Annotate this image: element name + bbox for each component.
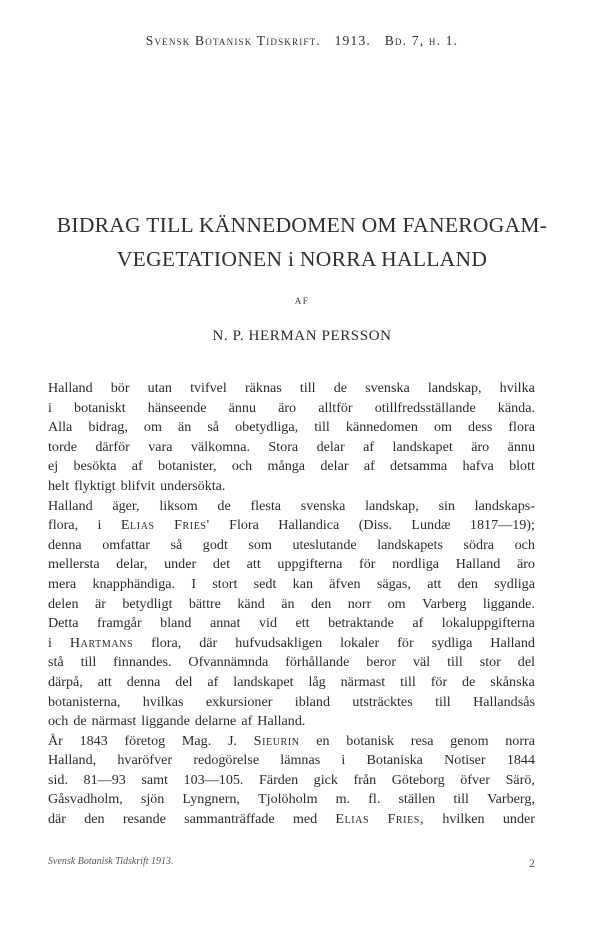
body-word: bör xyxy=(110,380,130,396)
page-footer xyxy=(48,856,535,871)
body-word: del xyxy=(517,654,535,671)
body-word: till xyxy=(314,419,330,436)
body-word: ännu xyxy=(228,399,256,416)
body-word: Sieurin xyxy=(253,732,300,749)
body-word: Gåsvadholm, xyxy=(48,791,123,808)
body-word: norra xyxy=(505,732,535,749)
body-word: flora, xyxy=(151,634,182,651)
body-word: gick xyxy=(313,771,338,788)
body-word: delar, xyxy=(116,556,148,573)
body-word: i xyxy=(341,752,346,769)
body-line xyxy=(48,399,535,419)
body-word: sammanträffade xyxy=(184,811,275,828)
body-word: lämnas xyxy=(280,752,321,769)
body-word: till xyxy=(435,693,451,710)
body-line xyxy=(48,575,535,595)
body-word: J. xyxy=(227,732,237,749)
body-word: af xyxy=(131,458,143,475)
body-word: ibland xyxy=(294,693,331,710)
body-word: till xyxy=(299,380,316,396)
body-word: flyktigt xyxy=(74,477,116,494)
body-word: till xyxy=(447,654,463,671)
body-word: Varberg xyxy=(422,595,467,612)
body-word: än xyxy=(281,595,295,612)
body-word: i xyxy=(48,399,52,416)
body-word: närmast xyxy=(91,713,137,730)
body-word: många xyxy=(267,458,306,475)
body-word: till xyxy=(453,791,469,808)
running-head-volume: Bd. 7, h. 1. xyxy=(384,33,459,48)
body-word: och xyxy=(514,536,535,553)
body-word: af xyxy=(207,673,219,690)
body-word: botanister, xyxy=(158,458,217,475)
body-word: utan xyxy=(147,380,172,396)
body-word: resande xyxy=(122,811,166,828)
body-word: den xyxy=(310,595,332,612)
body-line xyxy=(48,790,535,810)
body-word: landskapet xyxy=(392,438,453,455)
body-word: Alla xyxy=(48,419,73,436)
body-line xyxy=(48,379,535,399)
body-word: och xyxy=(231,458,253,475)
body-word: Halland xyxy=(48,497,93,514)
body-word: äfven xyxy=(329,575,361,592)
body-word: uteslutande xyxy=(292,536,357,553)
body-word: Halland xyxy=(48,380,93,396)
body-word: kända. xyxy=(497,399,535,416)
body-word: redogörelse xyxy=(193,752,260,769)
body-word: hvilken xyxy=(442,811,485,828)
body-word: delarne xyxy=(194,713,237,730)
body-word: Färden xyxy=(258,771,299,788)
body-word: af xyxy=(412,615,424,632)
body-word: alltför xyxy=(318,399,353,416)
body-word: stort xyxy=(212,575,238,592)
body-word: helt xyxy=(48,477,70,494)
body-word: om xyxy=(387,595,406,612)
body-word: från xyxy=(353,771,377,788)
body-word: ännu xyxy=(507,438,535,455)
body-word: äro xyxy=(516,556,535,573)
body-line xyxy=(48,555,535,575)
body-word: framgår xyxy=(97,615,142,632)
body-line xyxy=(48,536,535,556)
body-word: Lundæ xyxy=(411,517,451,534)
body-word: Detta xyxy=(48,615,79,632)
body-word: Särö, xyxy=(505,771,535,788)
body-word: de xyxy=(333,380,348,396)
body-word: till xyxy=(400,673,416,690)
body-word: annat xyxy=(209,615,241,632)
body-word: Varberg, xyxy=(487,791,535,808)
body-word: hufvudsakligen xyxy=(235,634,323,651)
body-word: delen xyxy=(48,595,79,612)
body-word: denna xyxy=(126,673,161,690)
body-word: Ofvannämnda xyxy=(188,654,269,671)
body-word: svenska xyxy=(300,497,346,514)
body-word: kännedomen xyxy=(345,419,418,436)
body-word: stå xyxy=(48,654,64,671)
body-word: tvifvel xyxy=(190,380,227,396)
body-word: botanisterna, xyxy=(48,693,121,710)
body-word: de xyxy=(73,713,87,730)
body-word: äro xyxy=(471,438,490,455)
body-word: denna xyxy=(48,536,82,553)
body-word: i xyxy=(97,517,102,534)
body-word: nordliga xyxy=(392,556,440,573)
body-word: undersökta. xyxy=(160,477,226,494)
body-word: välkomna. xyxy=(190,438,250,455)
body-word: bland xyxy=(160,615,192,632)
body-word: dess xyxy=(468,419,493,436)
body-line xyxy=(48,457,535,477)
body-word: 1843 xyxy=(79,732,108,749)
body-word: under xyxy=(164,556,197,573)
body-line xyxy=(48,497,535,517)
body-word: 1844 xyxy=(506,752,535,769)
body-word: sydliga xyxy=(431,634,473,651)
byline: AF xyxy=(294,296,310,306)
body-word: delar xyxy=(316,438,345,455)
body-word: äger, xyxy=(112,497,140,514)
running-head-journal: Svensk Botanisk Tidskrift. xyxy=(145,33,321,48)
body-word: flora, xyxy=(48,517,79,534)
body-word: betraktande xyxy=(328,615,394,632)
body-word: 103—105. xyxy=(183,771,244,788)
body-word: 81—93 xyxy=(83,771,126,788)
body-line xyxy=(48,614,535,634)
body-word: liggande xyxy=(141,713,190,730)
body-line xyxy=(48,438,535,458)
body-word: hänseende xyxy=(147,399,207,416)
body-word: Halland xyxy=(455,556,501,573)
body-word: Halland xyxy=(490,634,535,651)
body-word: liksom xyxy=(159,497,198,514)
body-word: de xyxy=(217,497,231,514)
body-word: hvaröfver xyxy=(117,752,173,769)
body-word: att xyxy=(246,556,261,573)
body-word: norr xyxy=(347,595,372,612)
body-word: stor xyxy=(479,654,501,671)
body-word: för xyxy=(397,634,414,651)
body-word: därpå, xyxy=(48,673,83,690)
body-word: sedt xyxy=(253,575,277,592)
body-word: ställen xyxy=(398,791,436,808)
body-line xyxy=(48,732,535,752)
body-word: botanisk xyxy=(346,732,395,749)
running-head xyxy=(0,33,604,49)
body-word: detsamma xyxy=(390,458,448,475)
body-word: med xyxy=(292,811,318,828)
body-word: blott xyxy=(509,458,535,475)
body-line xyxy=(48,673,535,693)
body-word: sägas, xyxy=(376,575,411,592)
body-word: exkursioner xyxy=(205,693,273,710)
body-word: Mag. xyxy=(181,732,212,749)
body-word: Göteborg xyxy=(391,771,445,788)
body-word: samt xyxy=(141,771,168,788)
article-body xyxy=(48,379,535,830)
body-word: delar xyxy=(320,458,349,475)
body-word: hvilkas xyxy=(142,693,184,710)
body-line xyxy=(48,516,535,536)
body-word: genom xyxy=(450,732,489,749)
body-word: låg xyxy=(308,673,326,690)
body-word: Flora xyxy=(229,517,259,534)
body-line xyxy=(48,595,535,615)
body-word: att xyxy=(97,673,112,690)
body-word: År xyxy=(48,732,63,749)
body-word: uppgifterna xyxy=(277,556,343,573)
body-word: och xyxy=(48,713,69,730)
body-word: än xyxy=(177,419,192,436)
body-word: landskapet xyxy=(233,673,294,690)
body-word: (Diss. xyxy=(358,517,392,534)
body-word: 1817—19); xyxy=(469,517,535,534)
body-word: ej xyxy=(48,458,59,475)
body-word: otillfredsställande xyxy=(374,399,476,416)
body-word: till xyxy=(80,654,97,671)
body-word: landskap, xyxy=(427,380,482,396)
body-line xyxy=(48,712,535,732)
body-word: Elias xyxy=(335,811,370,828)
body-word: flora xyxy=(508,419,535,436)
body-word: företog xyxy=(124,732,166,749)
body-word: Fries' xyxy=(174,517,210,534)
body-word: mellersta xyxy=(48,556,100,573)
body-word: om xyxy=(143,419,162,436)
body-word: södra xyxy=(463,536,495,553)
body-word: att xyxy=(427,575,442,592)
body-word: landskap, xyxy=(365,497,419,514)
body-word: förhållande xyxy=(285,654,350,671)
body-word: botaniskt xyxy=(74,399,126,416)
body-word: sydliga xyxy=(494,575,535,592)
body-word: landskapets xyxy=(377,536,443,553)
body-word: kan xyxy=(292,575,313,592)
body-line xyxy=(48,653,535,673)
body-word: under xyxy=(502,811,535,828)
body-word: de xyxy=(462,673,476,690)
body-word: räknas xyxy=(244,380,282,396)
body-line xyxy=(48,634,535,654)
body-word: resa xyxy=(410,732,434,749)
body-line xyxy=(48,751,535,771)
body-word: sid. xyxy=(48,771,68,788)
body-word: som xyxy=(248,536,272,553)
body-word: godt xyxy=(202,536,228,553)
body-word: Lyngnern, xyxy=(182,791,240,808)
body-word: torde xyxy=(48,438,77,455)
article-title xyxy=(20,208,584,276)
body-word: är xyxy=(94,595,106,612)
body-word: Botaniska xyxy=(366,752,423,769)
body-word: det xyxy=(212,556,231,573)
body-word: bättre xyxy=(188,595,221,612)
body-word: knapphändiga. xyxy=(92,575,176,592)
body-word: af xyxy=(241,713,253,730)
body-word: där xyxy=(199,634,218,651)
body-word: Halland, xyxy=(48,752,97,769)
body-word: blifvit xyxy=(120,477,156,494)
body-word: den xyxy=(457,575,478,592)
body-word: en xyxy=(316,732,330,749)
body-word: bidrag, xyxy=(88,419,128,436)
article-title-line-1: BIDRAG TILL KÄNNEDOMEN OM FANEROGAM- xyxy=(56,213,548,237)
body-word: sin xyxy=(438,497,455,514)
body-word: af xyxy=(363,458,375,475)
article-title-line-2: VEGETATIONEN i NORRA HALLAND xyxy=(116,247,488,271)
body-line xyxy=(48,810,535,830)
page-number: 2 xyxy=(529,856,535,870)
author-name: N. P. HERMAN PERSSON xyxy=(212,328,392,344)
body-word: Hallandica xyxy=(278,517,340,534)
body-word: lokaluppgifterna xyxy=(441,615,535,632)
body-word: lokaler xyxy=(340,634,380,651)
body-word: hafva xyxy=(462,458,494,475)
body-word: Hallandsås xyxy=(473,693,535,710)
body-word: liggande. xyxy=(482,595,535,612)
body-word: äro xyxy=(278,399,297,416)
body-word: öfver xyxy=(460,771,491,788)
body-line xyxy=(48,771,535,791)
body-line xyxy=(48,418,535,438)
body-word: skånska xyxy=(490,673,535,690)
body-word: betydligt xyxy=(122,595,173,612)
body-word: ett xyxy=(295,615,310,632)
body-word: fl. xyxy=(368,791,381,808)
body-word: hvilka xyxy=(499,380,535,396)
body-word: utsträcktes xyxy=(352,693,413,710)
body-word: Halland. xyxy=(257,713,306,730)
footer-journal: Svensk Botanisk Tidskrift 1913. xyxy=(48,856,174,867)
body-word: om xyxy=(433,419,452,436)
body-word: landskaps- xyxy=(474,497,535,514)
body-word: Tjolöholm xyxy=(258,791,318,808)
body-word: i xyxy=(48,634,52,651)
body-word: känd xyxy=(237,595,265,612)
body-word: finnandes. xyxy=(113,654,172,671)
body-word: Hartmans xyxy=(69,634,134,651)
body-word: Notiser xyxy=(444,752,486,769)
body-word: mera xyxy=(48,575,77,592)
body-word: obetydliga, xyxy=(235,419,299,436)
body-word: vid xyxy=(258,615,277,632)
body-word: flesta xyxy=(250,497,281,514)
body-word: Fries, xyxy=(387,811,425,828)
running-head-year: 1913. xyxy=(334,33,371,48)
body-word: m. xyxy=(335,791,351,808)
body-word: svenska xyxy=(365,380,410,396)
body-word: för xyxy=(430,673,448,690)
body-line xyxy=(48,477,535,497)
body-word: närmast xyxy=(340,673,386,690)
body-word: vara xyxy=(148,438,173,455)
body-word: så xyxy=(170,536,183,553)
body-word: del xyxy=(175,673,193,690)
body-word: den xyxy=(84,811,105,828)
body-word: beror xyxy=(366,654,397,671)
body-word: af xyxy=(363,438,375,455)
body-word: Elias xyxy=(120,517,155,534)
body-word: där xyxy=(48,811,66,828)
body-line xyxy=(48,693,535,713)
body-word: så xyxy=(207,419,220,436)
body-word: besökta xyxy=(73,458,117,475)
body-word: därför xyxy=(95,438,130,455)
body-word: väl xyxy=(412,654,431,671)
body-word: I xyxy=(191,575,197,592)
body-word: för xyxy=(359,556,376,573)
body-word: omfattar xyxy=(102,536,150,553)
body-word: Stora xyxy=(268,438,299,455)
body-word: sjön xyxy=(140,791,165,808)
